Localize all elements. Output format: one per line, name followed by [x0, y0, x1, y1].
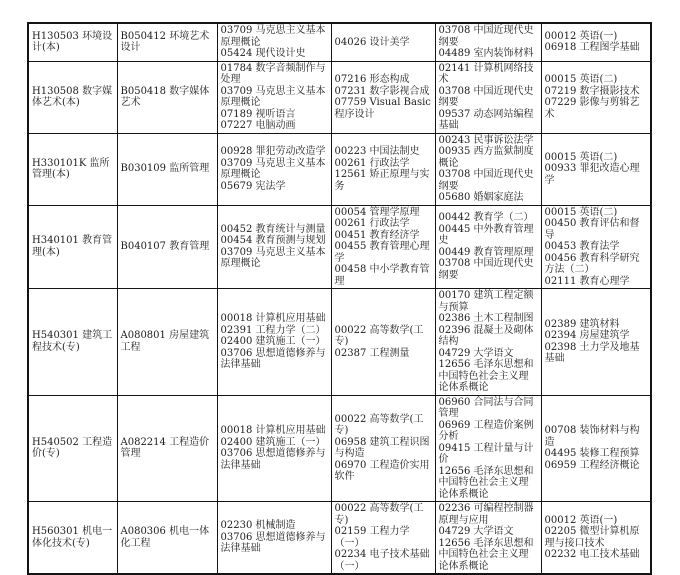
course-entry: 03706 思想道德修养与法律基础	[220, 347, 326, 370]
course-entry: 07227 电脑动画	[220, 120, 296, 131]
program-code-cell: B050418 数字媒体艺术	[117, 61, 217, 133]
course-entry: 02159 工程力学（一）	[334, 526, 410, 549]
course-entry: 00243 民事诉讼法学	[438, 134, 534, 146]
course-entry: 00450 教育评估和督导	[544, 218, 640, 241]
course-entry: 02232 电工技术基础	[544, 549, 640, 560]
course-slot-cell	[217, 133, 331, 205]
course-entry: 04026 设计美学	[334, 36, 410, 48]
program-code-cell: B040107 教育管理	[117, 205, 217, 289]
course-entry: 07231 数字影视合成	[334, 85, 430, 97]
course-entry: 00022 高等数学(工专)	[334, 413, 424, 437]
course-entry: 00458 中小学教育管理	[334, 264, 430, 287]
course-entry: 00018 计算机应用基础	[220, 425, 326, 437]
course-slot-cell	[541, 205, 651, 289]
course-entry: 06960 合同法与合同管理	[438, 396, 534, 419]
table-row	[28, 23, 651, 61]
course-entry: 02400 建筑施工（一）	[220, 336, 326, 347]
course-slot-cell	[541, 133, 651, 205]
course-entry: 05680 婚姻家庭法	[438, 192, 524, 203]
course-entry: 09537 动态网站编程基础	[438, 108, 534, 131]
course-entry: 00054 管理学原理	[334, 206, 420, 218]
course-slot-cell	[435, 205, 541, 289]
course-entry: 07216 形态构成	[334, 74, 410, 85]
course-entry: 06969 工程造价案例分析	[438, 419, 534, 442]
course-slot-cell	[331, 61, 435, 133]
course-entry: 00015 英语(二)	[544, 206, 618, 218]
course-slot-cell	[541, 502, 651, 575]
course-slot-cell	[217, 395, 331, 502]
course-slot-cell	[541, 289, 651, 396]
course-entry: 02389 建筑材料	[544, 318, 620, 330]
course-entry: 02398 土力学及地基基础	[544, 341, 640, 365]
course-slot-cell	[331, 133, 435, 205]
course-slot-cell	[541, 61, 651, 133]
course-entry: 00223 中国法制史	[334, 146, 420, 157]
program-code-cell: A082214 工程造价管理	[117, 395, 217, 502]
course-entry: 02230 机械制造	[220, 520, 296, 532]
course-entry: 02111 教育心理学	[544, 275, 630, 287]
course-slot-cell	[541, 23, 651, 61]
course-slot-cell	[217, 205, 331, 289]
course-entry: 00453 教育法学	[544, 241, 620, 252]
course-slot-cell	[217, 61, 331, 133]
course-slot-cell	[217, 502, 331, 575]
course-entry: 04495 装修工程预算	[544, 448, 640, 460]
table-row	[28, 289, 651, 396]
program-code-cell: A080801 房屋建筑工程	[117, 289, 217, 396]
exam-course-schedule-table	[27, 22, 652, 575]
course-entry: 06970 工程造价实用软件	[334, 459, 430, 483]
course-entry: 00022 高等数学(工专)	[334, 324, 424, 347]
course-entry: 03709 马克思主义基本原理概论	[220, 157, 326, 180]
course-entry: 12561 矫正原理与实务	[334, 169, 430, 192]
course-entry: 00928 罪犯劳动改造学	[220, 146, 326, 157]
course-entry: 03708 中国近现代史纲要	[438, 85, 534, 108]
course-entry: 00015 英语(二)	[544, 151, 618, 163]
course-slot-cell	[217, 289, 331, 396]
course-slot-cell	[435, 395, 541, 502]
course-entry: 00933 罪犯改造心理学	[544, 163, 640, 186]
course-entry: 00261 行政法学	[334, 218, 410, 229]
table-row	[28, 205, 651, 289]
major-code-cell: H340101 教育管理(本)	[28, 205, 117, 289]
course-entry: 02387 工程测量	[334, 347, 410, 359]
course-entry: 07759 Visual Basic程序设计	[334, 97, 431, 120]
course-entry: 00456 教育科学研究方法（二）	[544, 252, 640, 275]
course-entry: 03709 马克思主义基本原理概论	[220, 25, 326, 48]
course-entry: 02396 混凝土及砌体结构	[438, 324, 534, 347]
course-entry: 03708 中国近现代史纲要	[438, 169, 534, 192]
course-slot-cell	[331, 289, 435, 396]
course-entry: 00445 中外教育管理史	[438, 223, 534, 247]
course-entry: 03706 思想道德修养与法律基础	[220, 448, 326, 471]
course-entry: 01784 数字音频制作与处理	[220, 62, 326, 85]
course-entry: 04729 大学语文	[438, 526, 514, 537]
course-entry: 07189 视听语言	[220, 108, 296, 120]
course-entry: 02141 计算机网络技术	[438, 62, 534, 85]
course-entry: 00015 英语(二)	[544, 74, 618, 85]
major-code-cell: H130503 环境设计(本)	[28, 23, 117, 61]
course-entry: 00442 教育学（二）	[438, 212, 534, 224]
program-code-cell: A080306 机电一体化工程	[117, 502, 217, 575]
course-entry: 12656 毛泽东思想和中国特色社会主义理论体系概论	[438, 359, 534, 393]
course-slot-cell	[331, 205, 435, 289]
course-entry: 02234 电子技术基础（一）	[334, 549, 430, 572]
course-entry: 03709 马克思主义基本原理概论	[220, 246, 326, 270]
course-entry: 00455 教育管理心理学	[334, 241, 430, 264]
course-entry: 03706 思想道德修养与法律基础	[220, 531, 326, 555]
course-entry: 09415 工程计量与计价	[438, 442, 534, 465]
course-entry: 03708 中国近现代史纲要	[438, 258, 534, 281]
course-entry: 00018 计算机应用基础	[220, 313, 326, 324]
major-code-cell: H130508 数字媒体艺术(本)	[28, 61, 117, 133]
course-entry: 00451 教育经济学	[334, 229, 420, 241]
course-slot-cell	[331, 23, 435, 61]
course-entry: 06918 工程图学基础	[544, 42, 640, 54]
table-row	[28, 133, 651, 205]
major-code-cell: H540502 工程造价(专)	[28, 395, 117, 502]
course-entry: 03708 中国近现代史纲要	[438, 25, 534, 48]
course-slot-cell	[331, 502, 435, 575]
course-entry: 06958 建筑工程识图与构造	[334, 436, 430, 460]
course-entry: 03709 马克思主义基本原理概论	[220, 85, 326, 108]
course-entry: 02394 房屋建筑学	[544, 330, 630, 342]
course-slot-cell	[217, 23, 331, 61]
major-code-cell: H560301 机电一体化技术(专)	[28, 502, 117, 575]
course-slot-cell	[541, 395, 651, 502]
major-code-cell: H330101K 监所管理(本)	[28, 133, 117, 205]
course-slot-cell	[435, 133, 541, 205]
table-row	[28, 502, 651, 575]
course-entry: 00012 英语(一)	[544, 514, 618, 526]
program-code-cell: B050412 环境艺术设计	[117, 23, 217, 61]
course-slot-cell	[435, 23, 541, 61]
course-slot-cell	[435, 502, 541, 575]
course-slot-cell	[435, 289, 541, 396]
course-entry: 05679 宪法学	[220, 180, 286, 192]
program-code-cell: B030109 监所管理	[117, 133, 217, 205]
course-entry: 00454 教育预测与规划	[220, 235, 326, 247]
course-entry: 00935 西方监狱制度概论	[438, 146, 534, 169]
course-entry: 02400 建筑施工（一）	[220, 436, 326, 448]
course-entry: 04729 大学语文	[438, 347, 514, 359]
course-entry: 05424 现代设计史	[220, 48, 306, 59]
course-entry: 02391 工程力学（二）	[220, 324, 326, 336]
course-entry: 00170 建筑工程定额与预算	[438, 290, 534, 313]
course-entry: 02205 微型计算机原理与接口技术	[544, 526, 640, 549]
table-row	[28, 395, 651, 502]
course-entry: 00452 教育统计与测量	[220, 223, 326, 235]
course-entry: 04489 室内装饰材料	[438, 48, 534, 59]
course-entry: 07219 数字摄影技术	[544, 85, 640, 97]
course-entry: 06959 工程经济概论	[544, 459, 640, 471]
course-entry: 02386 土木工程制图	[438, 313, 534, 324]
table-row	[28, 61, 651, 133]
course-slot-cell	[435, 61, 541, 133]
course-entry: 12656 毛泽东思想和中国特色社会主义理论体系概论	[438, 537, 534, 572]
course-entry: 07229 影像与剪辑艺术	[544, 97, 640, 120]
course-entry: 00449 教育管理原理	[438, 246, 534, 258]
course-entry: 00012 英语(一)	[544, 30, 618, 42]
course-entry: 00261 行政法学	[334, 157, 410, 169]
course-entry: 12656 毛泽东思想和中国特色社会主义理论体系概论	[438, 465, 534, 500]
major-code-cell: H540301 建筑工程技术(专)	[28, 289, 117, 396]
course-entry: 00022 高等数学(工专)	[334, 503, 424, 526]
course-entry: 00708 装饰材料与构造	[544, 425, 640, 448]
course-entry: 02236 可编程控制器原理与应用	[438, 503, 534, 526]
course-slot-cell	[331, 395, 435, 502]
